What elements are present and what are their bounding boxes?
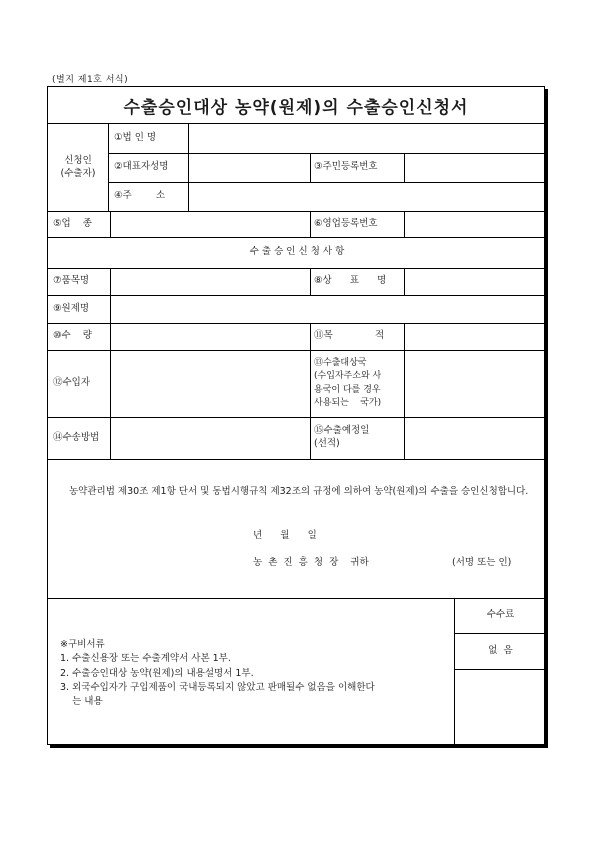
trademark-field[interactable] <box>405 268 545 295</box>
destination-label: ⑬수출대상국 (수입자주소와 사 용국이 다를 경우 사용되는 국가) <box>314 358 382 408</box>
attachment-item: 2. 수출승인대상 농약(원제)의 내용설명서 1부. <box>60 667 254 679</box>
attachments-list <box>60 638 375 709</box>
export-date-label: ⑮수출예정일 (선적) <box>314 425 370 449</box>
applicant-group-label: 신청인 (수출자) <box>60 154 96 179</box>
section-header: 수 출 승 인 신 청 사 항 <box>249 246 345 258</box>
fee-value: 없 음 <box>488 644 513 656</box>
quantity-label: ⑩수 량 <box>53 330 92 342</box>
form-number: (별지 제1호 서식) <box>52 75 129 85</box>
trademark-label: ⑧상 표 명 <box>314 275 387 287</box>
fee-label: 수수료 <box>486 609 515 621</box>
company-name-label: ①법 인 명 <box>114 132 157 144</box>
attachments-header: ※구비서류 <box>60 639 105 650</box>
attachment-item: 3. 외국수입자가 구입제품이 국내등록되지 않았고 판매될수 없음을 이해한다 <box>60 681 375 693</box>
company-name-field[interactable] <box>189 124 545 153</box>
address-field[interactable] <box>189 182 545 211</box>
purpose-field[interactable] <box>405 323 545 350</box>
declaration-text: 농약관리법 제30조 제1항 단서 및 동법시행규칙 제32조의 규정에 의하여 농약(원제)의 수출을 승인신청합니다. <box>69 486 529 497</box>
importer-field[interactable] <box>111 350 310 417</box>
industry-field[interactable] <box>111 211 310 237</box>
shipping-field[interactable] <box>111 417 310 459</box>
product-name-field[interactable] <box>111 268 310 295</box>
attachment-item: 는 내용 <box>60 696 103 707</box>
ingredient-field[interactable] <box>111 295 545 323</box>
industry-label: ⑤업 종 <box>53 217 92 229</box>
business-reg-label: ⑥영업등록번호 <box>314 217 378 229</box>
address-label: ④주 소 <box>114 190 166 202</box>
shipping-label: ⑭수송방법 <box>53 431 100 443</box>
attachment-item: 1. 수출신용장 또는 수출계약서 사본 1부. <box>60 653 231 665</box>
declaration-recipient: 농 촌 진 흥 청 장 귀하 <box>253 557 369 568</box>
business-reg-field[interactable] <box>405 211 545 237</box>
form-title: 수출승인대상 농약(원제)의 수출승인신청서 <box>48 87 544 124</box>
resident-no-label: ③주민등록번호 <box>314 161 378 173</box>
quantity-field[interactable] <box>111 323 310 350</box>
purpose-label: ⑪목 적 <box>314 330 385 342</box>
importer-label: ⑫수입자 <box>53 377 91 389</box>
export-date-field[interactable] <box>405 417 545 459</box>
representative-field[interactable] <box>189 153 310 182</box>
declaration-date: 년 월 일 <box>253 530 317 541</box>
representative-label: ②대표자성명 <box>114 161 169 173</box>
destination-field[interactable] <box>405 350 545 417</box>
product-name-label: ⑦품목명 <box>53 275 90 287</box>
signature-note: (서명 또는 인) <box>452 557 512 568</box>
application-form <box>47 86 545 745</box>
ingredient-label: ⑨원제명 <box>53 302 90 314</box>
resident-no-field[interactable] <box>405 153 545 182</box>
